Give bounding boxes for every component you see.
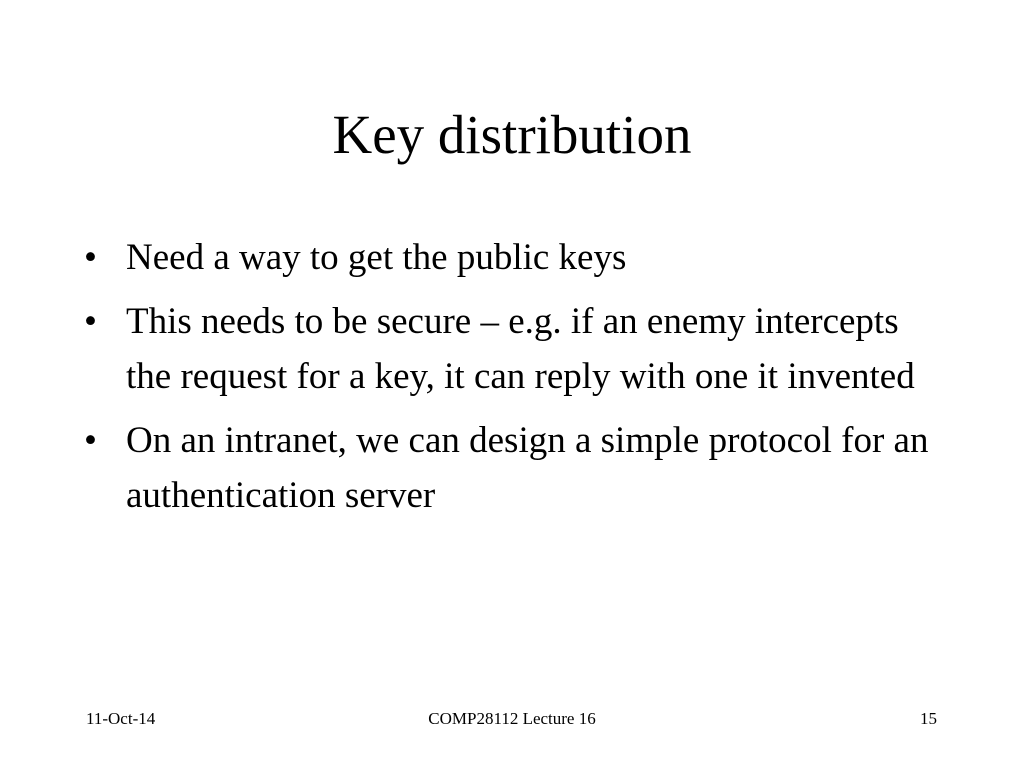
bullet-icon: • xyxy=(84,420,97,461)
slide-title: Key distribution xyxy=(332,104,692,165)
bullet-text: Need a way to get the public keys xyxy=(126,237,627,278)
bullet-list xyxy=(84,230,944,532)
bullet-item xyxy=(84,230,944,285)
footer-date: 11-Oct-14 xyxy=(86,709,156,728)
footer-page-number: 15 xyxy=(920,709,937,728)
bullet-text: On an intranet, we can design a simple protocol for an authentication server xyxy=(126,420,929,516)
bullet-text: This needs to be secure – e.g. if an enemy intercepts the request for a key, it can reply with one it invented xyxy=(126,301,915,397)
bullet-item xyxy=(84,413,944,523)
bullet-item xyxy=(84,294,944,404)
bullet-icon: • xyxy=(84,301,97,342)
footer-course-label: COMP28112 Lecture 16 xyxy=(428,709,596,728)
bullet-icon: • xyxy=(84,237,97,278)
